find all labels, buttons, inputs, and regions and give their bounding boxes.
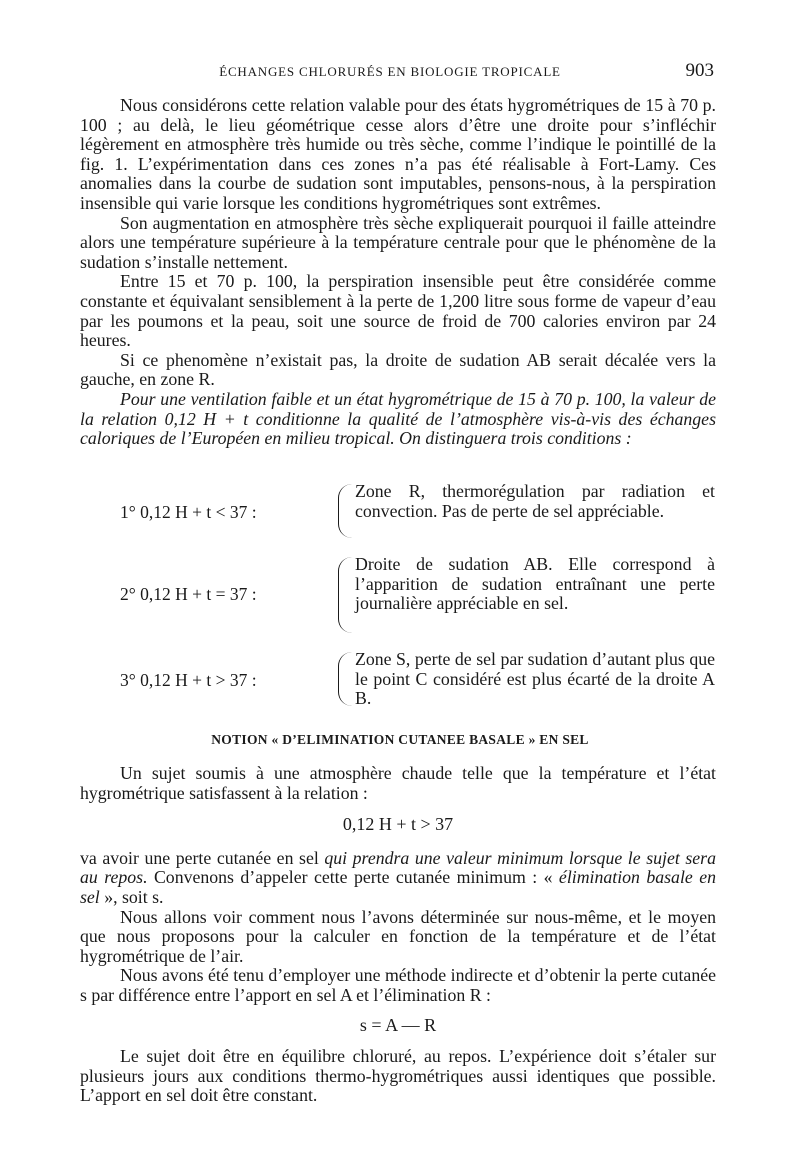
page-number: 903: [685, 60, 714, 81]
italic-paragraph: Pour une ventilation faible et un état hygrométrique de 15 à 70 p. 100, la valeur de la relation 0,12 H + t conditionne la qualité de l’atmosphère vis-à-vis des échanges caloriques de l’Européen en milieu tropical. On distinguera trois conditions :: [80, 388, 716, 449]
italic-span: qui prendra une valeur minimum lorsque le sujet sera au repos.: [80, 847, 716, 888]
text-span: », soit s.: [99, 886, 164, 907]
condition-text: Zone R, thermorégulation par radiation et convection. Pas de perte de sel appréciable.: [355, 481, 715, 521]
brace-icon: [338, 484, 353, 538]
paragraph: Nous allons voir comment nous l’avons déterminée sur nous-même, et le moyen que nous proposons pour la calculer en fonction de la température et de l’état hygrométrique de l’air.: [80, 906, 716, 966]
paragraph: Nous considérons cette relation valable pour des états hygrométriques de 15 à 70 p. 100 ; au delà, le lieu géométrique cesse alors d’être une droite pour s’infléchir légèrement en atmosphère très humide ou très sèche, comme l’indique le pointillé de la fig. 1. L’expérimentation dans ces zones n’a pas été réalisable à Fort-Lamy. Ces anomalies dans la courbe de sudation sont imputables, pensons-nous, à la perspiration insensible qui varie lorsque les conditions hygrométriques sont extrêmes.: [80, 95, 716, 213]
condition-label: 2° 0,12 H + t = 37 :: [120, 584, 257, 604]
italic-span: élimination basale en sel: [80, 867, 716, 907]
condition-label: 1° 0,12 H + t < 37 :: [120, 502, 257, 522]
page-header: [0, 60, 800, 84]
text-span: Convenons d’appeler cette perte cutanée minimum : «: [147, 867, 559, 888]
formula: s = A — R: [359, 1014, 437, 1035]
body-text-top: [80, 96, 716, 449]
condition-label: 3° 0,12 H + t > 37 :: [120, 670, 257, 690]
paragraph: [80, 849, 716, 908]
condition-3: [80, 650, 720, 710]
paragraph: Entre 15 et 70 p. 100, la perspiration insensible peut être considérée comme constante et équivalant sensiblement à la perte de 1,200 litre sous forme de vapeur d’eau par les poumons et la peau, soit une source de froid de 700 calories environ par 24 heures.: [80, 271, 716, 351]
brace-icon: [338, 557, 353, 633]
formula: 0,12 H + t > 37: [342, 814, 454, 835]
condition-text: Droite de sudation AB. Elle correspond à l’apparition de sudation entraînant une perte journalière appréciable en sel.: [355, 554, 715, 614]
paragraph: Un sujet soumis à une atmosphère chaude telle que la température et l’état hygrométrique satisfassent à la relation :: [80, 763, 716, 803]
condition-2: [80, 555, 720, 635]
text-span: va avoir une perte cutanée en sel: [80, 847, 325, 868]
paragraph: Son augmentation en atmosphère très sèche expliquerait pourquoi il faille atteindre alors une température supérieure à la température centrale pour que le phénomène de la sudation s’installe nettement.: [80, 212, 716, 272]
paragraph: Si ce phenomène n’existait pas, la droite de sudation AB serait décalée vers la gauche, en zone R.: [80, 349, 716, 390]
condition-1: [80, 482, 720, 542]
running-title: ÉCHANGES CHLORURÉS EN BIOLOGIE TROPICALE: [219, 64, 561, 79]
brace-icon: [338, 652, 353, 706]
paragraph: Nous avons été tenu d’employer une méthode indirecte et d’obtenir la perte cutanée s par différence entre l’apport en sel A et l’élimination R :: [80, 965, 716, 1005]
condition-text: Zone S, perte de sel par sudation d’autant plus que le point C considéré est plus écarté de la droite A B.: [355, 649, 715, 709]
section-heading: NOTION « D’ELIMINATION CUTANEE BASALE » EN SEL: [211, 732, 589, 747]
paragraph: Le sujet doit être en équilibre chloruré, au repos. L’expérience doit s’étaler sur plusieurs jours aux conditions thermo-hygrométriques aussi identiques que possible. L’apport en sel doit être constant.: [80, 1046, 716, 1106]
body-text-bottom: [80, 764, 716, 1106]
